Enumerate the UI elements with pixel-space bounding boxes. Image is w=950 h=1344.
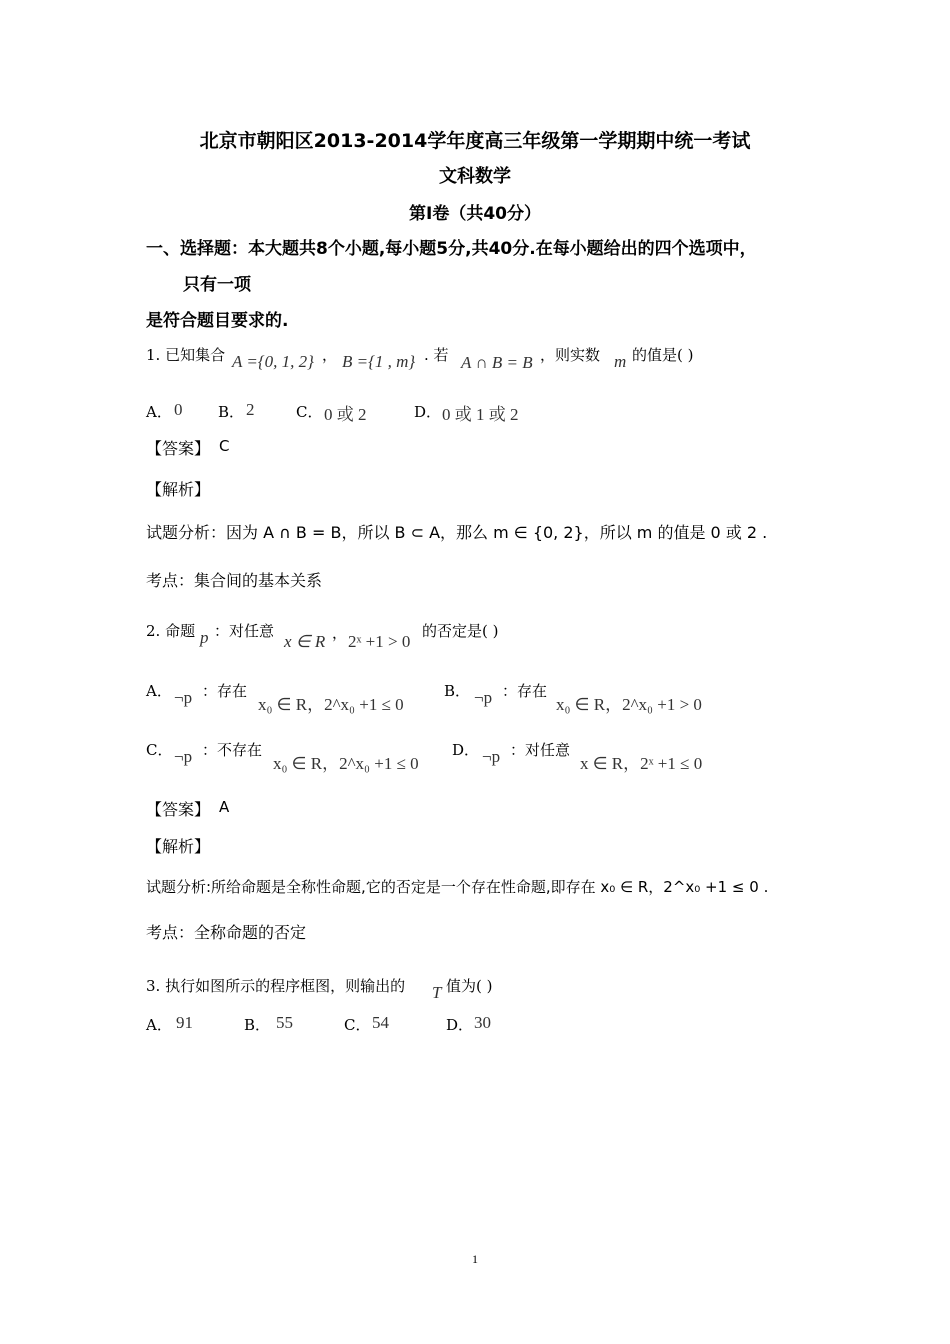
q2-expr2: 2ˣ +1 > 0 — [348, 632, 411, 651]
q3-option-d-value: 30 — [474, 1013, 491, 1032]
q2-variable: p — [200, 628, 209, 647]
q1-sep3: ，则实数 — [540, 346, 601, 364]
page-number: 1 — [472, 1252, 478, 1266]
q2-option-b-expr: x₀ ∈ R，2^x₀ +1 > 0 — [556, 695, 702, 714]
q1-option-b-value: 2 — [246, 400, 255, 419]
q2-option-d-word: ：对任意 — [510, 741, 571, 759]
q3-option-c-value: 54 — [372, 1013, 389, 1032]
q2-option-d-label: D． — [452, 741, 480, 759]
q3-variable: T — [432, 983, 442, 1002]
q2-option-c-label: C． — [146, 741, 173, 759]
q1-option-d-label: D． — [414, 403, 442, 421]
q1-analysis-label: 【解析】 — [146, 480, 211, 499]
q2-option-a-neg: ¬p — [174, 688, 193, 707]
q2-stem-mid: ：对任意 — [214, 622, 275, 640]
q2-answer-value: A — [219, 798, 230, 816]
q3-option-c-label: C． — [344, 1016, 371, 1034]
part-heading: 第Ⅰ卷（共40分） — [409, 204, 541, 224]
q2-option-a-word: ：存在 — [202, 682, 248, 700]
q1-variable: m — [614, 352, 627, 371]
q2-option-c-expr: x₀ ∈ R，2^x₀ +1 ≤ 0 — [273, 754, 419, 773]
q2-analysis-label: 【解析】 — [146, 837, 211, 856]
q1-option-a-label: A． — [146, 403, 172, 421]
q2-option-c-word: ：不存在 — [202, 741, 263, 759]
q3-option-d-label: D． — [446, 1016, 474, 1034]
q2-option-a-expr: x₀ ∈ R，2^x₀ +1 ≤ 0 — [258, 695, 404, 714]
q2-tail: 的否定是( ) — [422, 622, 499, 640]
q2-option-b-word: ：存在 — [502, 682, 548, 700]
q1-answer-label: 【答案】 — [146, 439, 211, 458]
q1-sep2: . 若 — [424, 346, 449, 364]
q2-option-b-label: B． — [444, 682, 471, 700]
q1-option-c-label: C． — [296, 403, 323, 421]
q3-tail: 值为( ) — [446, 977, 493, 995]
document-subtitle: 文科数学 — [439, 166, 511, 187]
q1-analysis-text: 试题分析：因为 A ∩ B = B，所以 B ⊂ A，那么 m ∈ {0, 2}，所以 m 的值是 0 或 2 . — [146, 523, 768, 542]
q2-stem-start: 2. 命题 — [146, 622, 196, 640]
q1-sep1: ， — [322, 346, 338, 364]
q1-option-b-label: B． — [218, 403, 245, 421]
q2-expr1: x ∈ R — [284, 632, 326, 651]
q3-stem: 3. 执行如图所示的程序框图，则输出的 — [146, 977, 406, 995]
section-heading-line2: 只有一项 — [183, 275, 251, 295]
q1-option-c-value: 0 或 2 — [324, 405, 367, 424]
section-heading-line1: 一、选择题：本大题共8个小题,每小题5分,共40分.在每小题给出的四个选项中， — [146, 239, 757, 259]
q2-option-b-neg: ¬p — [474, 688, 493, 707]
q2-sep: ， — [332, 624, 348, 642]
section-heading-line3: 是符合题目要求的. — [146, 311, 289, 331]
q2-option-c-neg: ¬p — [174, 747, 193, 766]
q1-stem-start: 1. 已知集合 — [146, 346, 226, 364]
q1-answer-value: C — [219, 437, 230, 455]
q1-set-b: B ={1 , m} — [342, 352, 416, 371]
q1-option-d-value: 0 或 1 或 2 — [442, 405, 519, 424]
q1-option-a-value: 0 — [174, 400, 183, 419]
q1-condition: A ∩ B = B — [461, 353, 533, 372]
q3-option-a-label: A． — [146, 1016, 172, 1034]
q3-option-a-value: 91 — [176, 1013, 193, 1032]
q2-option-d-expr: x ∈ R，2ˣ +1 ≤ 0 — [580, 754, 703, 773]
q3-option-b-value: 55 — [276, 1013, 293, 1032]
q2-answer-label: 【答案】 — [146, 800, 211, 819]
q2-knowledge-point: 考点：全称命题的否定 — [146, 923, 307, 942]
document-title: 北京市朝阳区2013-2014学年度高三年级第一学期期中统一考试 — [199, 130, 751, 152]
q2-analysis-text: 试题分析:所给命题是全称性命题,它的否定是一个存在性命题,即存在 x₀ ∈ R，2^x₀ +1 ≤ 0 . — [146, 878, 769, 896]
q1-set-a: A ={0, 1, 2} — [232, 352, 314, 371]
q1-tail: 的值是( ) — [632, 346, 694, 364]
q2-option-d-neg: ¬p — [482, 747, 501, 766]
q1-knowledge-point: 考点：集合间的基本关系 — [146, 571, 323, 590]
q2-option-a-label: A． — [146, 682, 172, 700]
q3-option-b-label: B． — [244, 1016, 271, 1034]
